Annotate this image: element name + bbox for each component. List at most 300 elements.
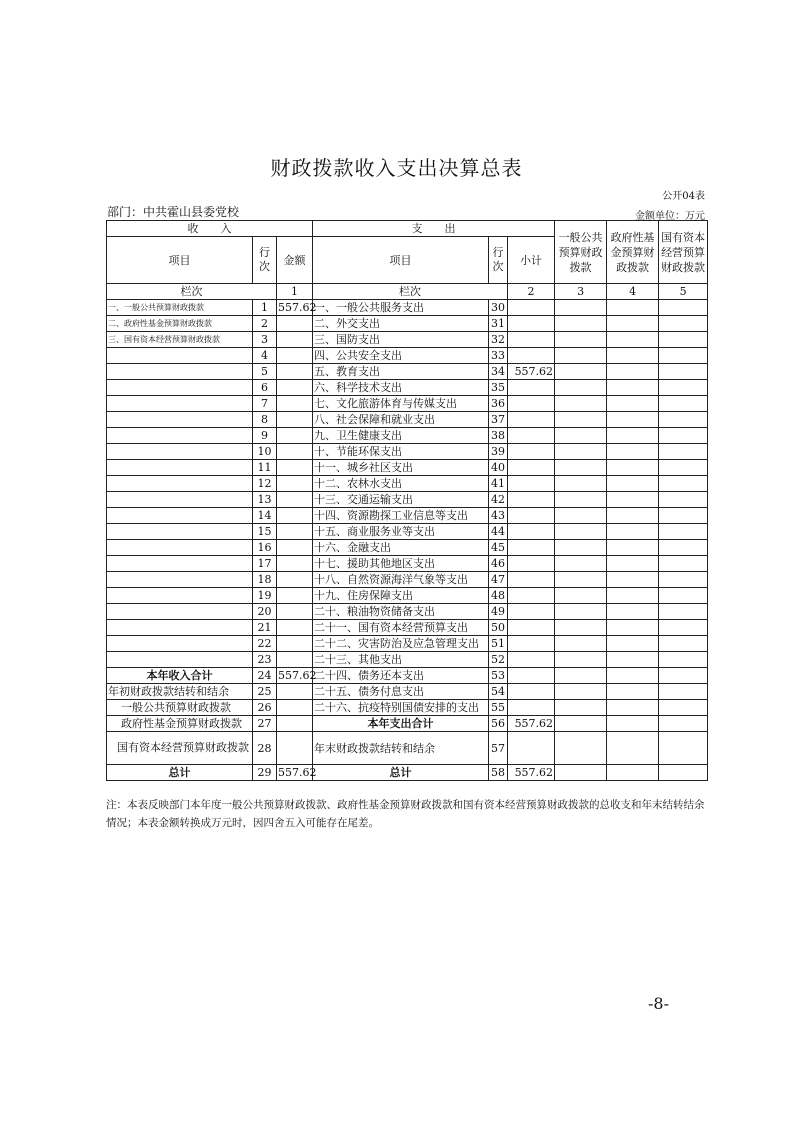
gov-fund-amount xyxy=(607,348,659,364)
expense-subtotal xyxy=(508,300,555,316)
income-amount xyxy=(277,524,313,540)
state-capital-amount xyxy=(659,668,708,684)
gov-fund-amount xyxy=(607,684,659,700)
expense-row-no: 51 xyxy=(489,636,508,652)
expense-row-no: 49 xyxy=(489,604,508,620)
table-row xyxy=(107,412,708,428)
income-item xyxy=(107,428,253,444)
expense-row-no-header: 行次 xyxy=(489,237,508,284)
table-row xyxy=(107,364,708,380)
expense-row-no: 53 xyxy=(489,668,508,684)
income-item xyxy=(107,396,253,412)
gov-fund-amount xyxy=(607,444,659,460)
income-amount xyxy=(277,588,313,604)
expense-col-label: 栏次 xyxy=(313,284,508,300)
income-row-no: 27 xyxy=(253,716,277,732)
expense-row-no: 35 xyxy=(489,380,508,396)
expense-row-no: 56 xyxy=(489,716,508,732)
table-row xyxy=(107,556,708,572)
income-col-1: 1 xyxy=(277,284,313,300)
expense-col-3: 3 xyxy=(555,284,607,300)
income-item xyxy=(107,524,253,540)
expense-subtotal xyxy=(508,348,555,364)
income-row-no: 20 xyxy=(253,604,277,620)
general-budget-amount xyxy=(555,540,607,556)
department-label: 部门：中共霍山县委党校 xyxy=(107,205,240,219)
gov-fund-amount xyxy=(607,572,659,588)
expense-subtotal xyxy=(508,476,555,492)
expense-subtotal xyxy=(508,412,555,428)
income-amount xyxy=(277,348,313,364)
gov-fund-amount xyxy=(607,652,659,668)
expense-subtotal xyxy=(508,668,555,684)
income-item: 二、政府性基金预算财政拨款 xyxy=(107,316,253,332)
table-row xyxy=(107,300,708,316)
table-row xyxy=(107,348,708,364)
expense-row-no: 43 xyxy=(489,508,508,524)
income-row-no: 22 xyxy=(253,636,277,652)
income-row-no: 4 xyxy=(253,348,277,364)
table-row xyxy=(107,428,708,444)
expense-row-no: 41 xyxy=(489,476,508,492)
expense-item: 二十三、其他支出 xyxy=(313,652,489,668)
expense-row-no: 55 xyxy=(489,700,508,716)
income-amount xyxy=(277,380,313,396)
income-amount xyxy=(277,684,313,700)
income-amount xyxy=(277,540,313,556)
income-row-no: 24 xyxy=(253,668,277,684)
income-row-no: 18 xyxy=(253,572,277,588)
expense-row-no: 58 xyxy=(489,765,508,781)
table-row xyxy=(107,460,708,476)
state-capital-amount xyxy=(659,380,708,396)
gov-fund-amount xyxy=(607,428,659,444)
income-item: 三、国有资本经营预算财政拨款 xyxy=(107,332,253,348)
income-item: 年初财政拨款结转和结余 xyxy=(107,684,253,700)
income-amount xyxy=(277,572,313,588)
income-row-no: 29 xyxy=(253,765,277,781)
general-budget-amount xyxy=(555,300,607,316)
expense-subtotal xyxy=(508,444,555,460)
state-capital-amount xyxy=(659,364,708,380)
gov-fund-amount xyxy=(607,476,659,492)
gov-fund-amount xyxy=(607,668,659,684)
expense-item: 二十五、债务付息支出 xyxy=(313,684,489,700)
table-row xyxy=(107,508,708,524)
income-amount xyxy=(277,636,313,652)
expense-item: 十、节能环保支出 xyxy=(313,444,489,460)
income-row-no: 3 xyxy=(253,332,277,348)
expense-subtotal xyxy=(508,428,555,444)
gov-fund-amount xyxy=(607,396,659,412)
state-capital-amount xyxy=(659,348,708,364)
general-budget-amount xyxy=(555,636,607,652)
gov-fund-amount xyxy=(607,524,659,540)
gov-fund-amount xyxy=(607,636,659,652)
expense-subtotal xyxy=(508,684,555,700)
general-budget-amount xyxy=(555,316,607,332)
general-budget-amount xyxy=(555,428,607,444)
income-row-no: 21 xyxy=(253,620,277,636)
header-row-section xyxy=(107,221,708,237)
general-budget-header: 一般公共预算财政拨款 xyxy=(555,221,607,284)
state-capital-amount xyxy=(659,700,708,716)
expense-subtotal xyxy=(508,396,555,412)
expense-item: 二十、粮油物资储备支出 xyxy=(313,604,489,620)
state-capital-amount xyxy=(659,556,708,572)
income-amount xyxy=(277,556,313,572)
expense-subtotal xyxy=(508,316,555,332)
general-budget-amount xyxy=(555,604,607,620)
income-row-no: 1 xyxy=(253,300,277,316)
expense-row-no: 36 xyxy=(489,396,508,412)
general-budget-amount xyxy=(555,765,607,781)
expense-item: 一、一般公共服务支出 xyxy=(313,300,489,316)
expense-subtotal xyxy=(508,620,555,636)
income-amount xyxy=(277,620,313,636)
expense-subtotal: 557.62 xyxy=(508,364,555,380)
table-row xyxy=(107,396,708,412)
general-budget-amount xyxy=(555,556,607,572)
expense-item: 二十二、灾害防治及应急管理支出 xyxy=(313,636,489,652)
expense-subtotal xyxy=(508,380,555,396)
form-number: 公开04表 xyxy=(662,191,705,202)
income-item xyxy=(107,380,253,396)
expense-item: 二十四、债务还本支出 xyxy=(313,668,489,684)
expense-item: 十七、援助其他地区支出 xyxy=(313,556,489,572)
income-row-no: 10 xyxy=(253,444,277,460)
income-item: 总计 xyxy=(107,765,253,781)
income-item xyxy=(107,348,253,364)
income-row-no: 17 xyxy=(253,556,277,572)
expense-item: 十五、商业服务业等支出 xyxy=(313,524,489,540)
gov-fund-amount xyxy=(607,620,659,636)
expense-row-no: 39 xyxy=(489,444,508,460)
income-item xyxy=(107,652,253,668)
gov-fund-amount xyxy=(607,604,659,620)
gov-fund-amount xyxy=(607,412,659,428)
expense-row-no: 34 xyxy=(489,364,508,380)
general-budget-amount xyxy=(555,668,607,684)
state-capital-amount xyxy=(659,604,708,620)
expense-row-no: 52 xyxy=(489,652,508,668)
income-row-no: 28 xyxy=(253,732,277,765)
income-amount xyxy=(277,700,313,716)
gov-fund-amount xyxy=(607,588,659,604)
expense-item: 总计 xyxy=(313,765,489,781)
income-item xyxy=(107,604,253,620)
income-row-no: 9 xyxy=(253,428,277,444)
expense-subtotal xyxy=(508,492,555,508)
expense-item-header: 项目 xyxy=(313,237,489,284)
gov-fund-amount xyxy=(607,460,659,476)
gov-fund-amount xyxy=(607,364,659,380)
general-budget-amount xyxy=(555,364,607,380)
expense-subtotal xyxy=(508,652,555,668)
income-item xyxy=(107,572,253,588)
income-item xyxy=(107,476,253,492)
table-row xyxy=(107,444,708,460)
state-capital-amount xyxy=(659,524,708,540)
income-row-no: 14 xyxy=(253,508,277,524)
income-amount xyxy=(277,412,313,428)
state-capital-amount xyxy=(659,716,708,732)
expense-row-no: 32 xyxy=(489,332,508,348)
expense-subtotal xyxy=(508,636,555,652)
gov-fund-amount xyxy=(607,380,659,396)
expense-item: 十四、资源勘探工业信息等支出 xyxy=(313,508,489,524)
general-budget-amount xyxy=(555,332,607,348)
income-col-label: 栏次 xyxy=(107,284,277,300)
expense-subtotal xyxy=(508,332,555,348)
income-item xyxy=(107,636,253,652)
table-row xyxy=(107,588,708,604)
table-row xyxy=(107,524,708,540)
expense-item: 二十一、国有资本经营预算支出 xyxy=(313,620,489,636)
expense-col-2: 2 xyxy=(508,284,555,300)
expense-item: 十三、交通运输支出 xyxy=(313,492,489,508)
expense-row-no: 54 xyxy=(489,684,508,700)
expense-row-no: 57 xyxy=(489,732,508,765)
income-amount xyxy=(277,604,313,620)
state-capital-amount xyxy=(659,444,708,460)
general-budget-amount xyxy=(555,700,607,716)
income-row-no: 19 xyxy=(253,588,277,604)
income-item xyxy=(107,588,253,604)
income-row-no: 5 xyxy=(253,364,277,380)
gov-fund-amount xyxy=(607,332,659,348)
expense-subtotal xyxy=(508,732,555,765)
income-amount xyxy=(277,364,313,380)
amount-unit-label: 金额单位：万元 xyxy=(635,211,705,222)
income-item xyxy=(107,492,253,508)
general-budget-amount xyxy=(555,716,607,732)
table-row xyxy=(107,668,708,684)
expense-item: 五、教育支出 xyxy=(313,364,489,380)
state-capital-amount xyxy=(659,428,708,444)
income-amount-header: 金额 xyxy=(277,237,313,284)
expense-row-no: 42 xyxy=(489,492,508,508)
expense-subtotal xyxy=(508,588,555,604)
income-amount xyxy=(277,460,313,476)
page-title: 财政拨款收入支出决算总表 xyxy=(270,156,523,180)
expense-subtotal xyxy=(508,700,555,716)
income-amount: 557.62 xyxy=(278,669,317,682)
state-capital-amount xyxy=(659,572,708,588)
table-row xyxy=(107,540,708,556)
income-amount xyxy=(277,428,313,444)
income-row-no-header: 行次 xyxy=(253,237,277,284)
expense-row-no: 38 xyxy=(489,428,508,444)
income-amount xyxy=(277,652,313,668)
state-capital-amount xyxy=(659,508,708,524)
general-budget-amount xyxy=(555,684,607,700)
gov-fund-amount xyxy=(607,765,659,781)
table-row xyxy=(107,700,708,716)
income-row-no: 11 xyxy=(253,460,277,476)
expense-item: 七、文化旅游体育与传媒支出 xyxy=(313,396,489,412)
expense-row-no: 45 xyxy=(489,540,508,556)
income-item: 政府性基金预算财政拨款 xyxy=(107,716,253,732)
state-capital-amount xyxy=(659,765,708,781)
general-budget-amount xyxy=(555,620,607,636)
general-budget-amount xyxy=(555,412,607,428)
gov-fund-header: 政府性基金预算财政拨款 xyxy=(607,221,659,284)
expense-item: 二、外交支出 xyxy=(313,316,489,332)
state-capital-amount xyxy=(659,412,708,428)
expense-row-no: 44 xyxy=(489,524,508,540)
income-row-no: 2 xyxy=(253,316,277,332)
general-budget-amount xyxy=(555,444,607,460)
gov-fund-amount xyxy=(607,700,659,716)
page-number: -8- xyxy=(648,994,669,1013)
income-row-no: 23 xyxy=(253,652,277,668)
general-budget-amount xyxy=(555,380,607,396)
income-item: 国有资本经营预算财政拨款 xyxy=(107,732,253,765)
table-row xyxy=(107,684,708,700)
table-note: 注：本表反映部门本年度一般公共预算财政拨款、政府性基金预算财政拨款和国有资本经营预算财政拨款的总收支和年末结转结余情况；本表金额转换成万元时，因四舍五入可能存在尾差。 xyxy=(106,799,705,829)
income-item xyxy=(107,444,253,460)
expense-row-no: 37 xyxy=(489,412,508,428)
income-row-no: 8 xyxy=(253,412,277,428)
expense-section-header: 支 出 xyxy=(313,221,555,237)
state-capital-amount xyxy=(659,588,708,604)
table-row xyxy=(107,636,708,652)
expense-subtotal xyxy=(508,556,555,572)
table-row xyxy=(107,572,708,588)
state-capital-amount xyxy=(659,636,708,652)
expense-item: 六、科学技术支出 xyxy=(313,380,489,396)
income-row-no: 12 xyxy=(253,476,277,492)
state-capital-amount xyxy=(659,300,708,316)
expense-subtotal xyxy=(508,524,555,540)
expense-item: 九、卫生健康支出 xyxy=(313,428,489,444)
column-index-row xyxy=(107,284,708,300)
gov-fund-amount xyxy=(607,732,659,765)
income-section-header: 收 入 xyxy=(107,221,313,237)
table-row xyxy=(107,652,708,668)
general-budget-amount xyxy=(555,476,607,492)
income-item xyxy=(107,412,253,428)
expense-row-no: 33 xyxy=(489,348,508,364)
state-capital-header: 国有资本经营预算财政拨款 xyxy=(659,221,708,284)
income-item xyxy=(107,460,253,476)
table-row xyxy=(107,380,708,396)
expense-item: 十六、金融支出 xyxy=(313,540,489,556)
expense-row-no: 40 xyxy=(489,460,508,476)
expense-row-no: 46 xyxy=(489,556,508,572)
general-budget-amount xyxy=(555,652,607,668)
state-capital-amount xyxy=(659,684,708,700)
income-row-no: 16 xyxy=(253,540,277,556)
general-budget-amount xyxy=(555,588,607,604)
general-budget-amount xyxy=(555,572,607,588)
income-item xyxy=(107,540,253,556)
expense-row-no: 48 xyxy=(489,588,508,604)
income-item xyxy=(107,364,253,380)
state-capital-amount xyxy=(659,732,708,765)
gov-fund-amount xyxy=(607,508,659,524)
expense-subtotal xyxy=(508,508,555,524)
gov-fund-amount xyxy=(607,316,659,332)
income-item xyxy=(107,556,253,572)
table-row xyxy=(107,620,708,636)
table-row xyxy=(107,316,708,332)
expense-item: 八、社会保障和就业支出 xyxy=(313,412,489,428)
expense-item: 十一、城乡社区支出 xyxy=(313,460,489,476)
income-row-no: 6 xyxy=(253,380,277,396)
general-budget-amount xyxy=(555,732,607,765)
expense-item: 二十六、抗疫特别国债安排的支出 xyxy=(313,700,489,716)
expense-subtotal xyxy=(508,572,555,588)
table-row xyxy=(107,604,708,620)
table-row xyxy=(107,716,708,732)
income-row-no: 15 xyxy=(253,524,277,540)
state-capital-amount xyxy=(659,476,708,492)
expense-item: 十八、自然资源海洋气象等支出 xyxy=(313,572,489,588)
general-budget-amount xyxy=(555,460,607,476)
state-capital-amount xyxy=(659,460,708,476)
income-row-no: 26 xyxy=(253,700,277,716)
gov-fund-amount xyxy=(607,556,659,572)
expense-subtotal: 557.62 xyxy=(508,716,555,732)
income-amount xyxy=(277,716,313,732)
table-row xyxy=(107,332,708,348)
income-amount xyxy=(277,508,313,524)
gov-fund-amount xyxy=(607,300,659,316)
income-amount xyxy=(277,732,313,765)
state-capital-amount xyxy=(659,620,708,636)
expense-subtotal: 557.62 xyxy=(508,765,555,781)
income-amount xyxy=(277,444,313,460)
table-row xyxy=(107,492,708,508)
expense-row-no: 31 xyxy=(489,316,508,332)
expense-col-4: 4 xyxy=(607,284,659,300)
income-row-no: 7 xyxy=(253,396,277,412)
expense-item: 十二、农林水支出 xyxy=(313,476,489,492)
expense-row-no: 50 xyxy=(489,620,508,636)
income-amount: 557.62 xyxy=(278,301,317,314)
general-budget-amount xyxy=(555,348,607,364)
table-row xyxy=(107,765,708,781)
income-row-no: 13 xyxy=(253,492,277,508)
expense-subtotal-header: 小计 xyxy=(508,237,555,284)
expense-subtotal xyxy=(508,604,555,620)
income-amount xyxy=(277,332,313,348)
income-item xyxy=(107,508,253,524)
state-capital-amount xyxy=(659,332,708,348)
income-item: 一般公共预算财政拨款 xyxy=(107,700,253,716)
expense-item: 年末财政拨款结转和结余 xyxy=(313,732,489,765)
general-budget-amount xyxy=(555,492,607,508)
state-capital-amount xyxy=(659,396,708,412)
income-item: 一、一般公共预算财政拨款 xyxy=(107,300,253,316)
gov-fund-amount xyxy=(607,716,659,732)
general-budget-amount xyxy=(555,524,607,540)
income-item: 本年收入合计 xyxy=(107,668,253,684)
state-capital-amount xyxy=(659,652,708,668)
fiscal-allocation-summary-table xyxy=(106,220,708,781)
expense-row-no: 30 xyxy=(489,300,508,316)
expense-col-5: 5 xyxy=(659,284,708,300)
state-capital-amount xyxy=(659,540,708,556)
expense-item: 十九、住房保障支出 xyxy=(313,588,489,604)
expense-subtotal xyxy=(508,460,555,476)
income-item-header: 项目 xyxy=(107,237,253,284)
table-row xyxy=(107,476,708,492)
general-budget-amount xyxy=(555,508,607,524)
table-row xyxy=(107,732,708,765)
